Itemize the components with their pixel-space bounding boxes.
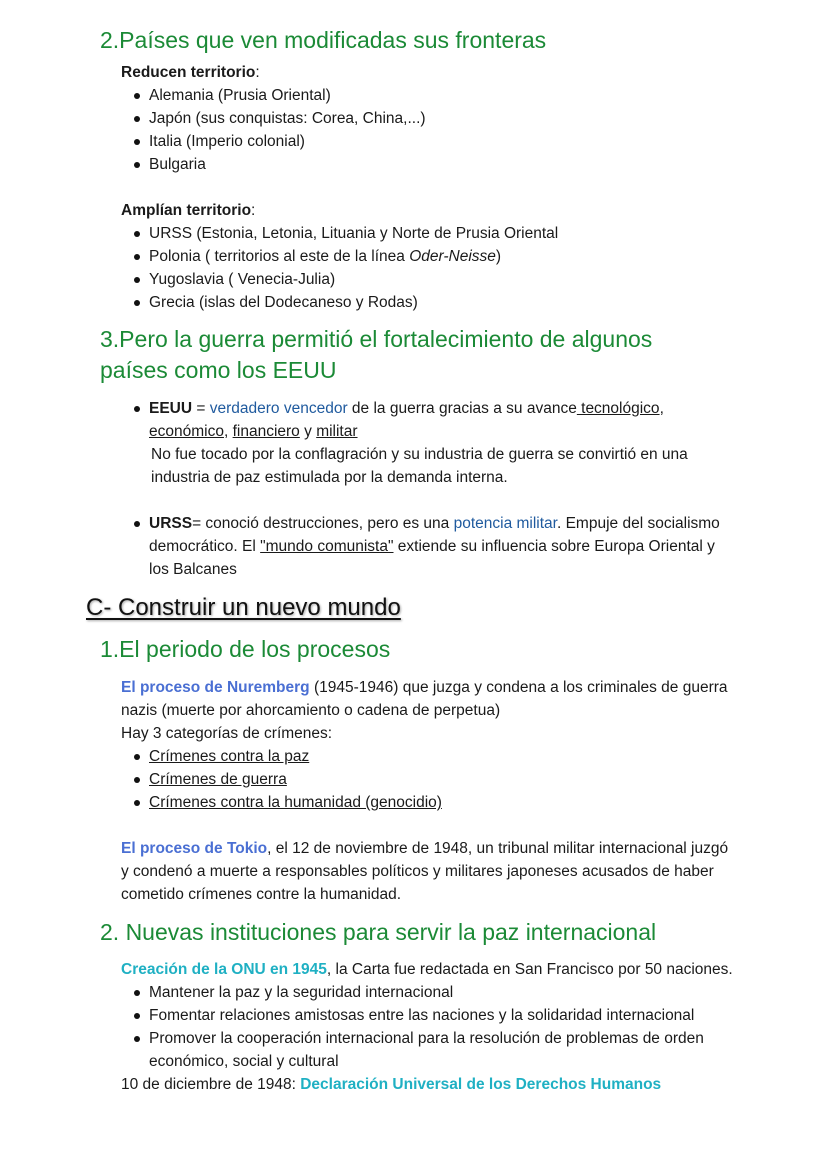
onu-goals-list <box>121 981 736 1073</box>
eq-text: = <box>192 400 210 417</box>
list-item <box>121 245 761 268</box>
eeuu-item <box>121 397 731 489</box>
highlight-text: potencia militar <box>453 515 557 532</box>
list-item <box>121 791 736 814</box>
body-text: , el 12 de noviembre de 1948, un tribunal militar internacional juzgó y condenó a muerte a responsables políticos y militares japoneses acusados de haber cometido crímenes contre la humanidad. <box>121 840 729 903</box>
item-text: ) <box>495 248 502 265</box>
reducen-list <box>121 84 761 176</box>
c2-title: 2. Nuevas instituciones para servir la paz internacional <box>100 919 657 945</box>
underlined-text: tecnológico <box>576 400 660 417</box>
urss-label: URSS <box>149 515 193 532</box>
highlight-text: verdadero vencedor <box>209 400 348 417</box>
body-text: de la guerra gracias a su avance <box>347 400 577 417</box>
list-item: Yugoslavia ( Venecia-Julia) <box>121 268 761 291</box>
list-item <box>121 745 736 768</box>
list-item: Promover la cooperación internacional para la resolución de problemas de orden económico, social y cultural <box>121 1027 736 1073</box>
categories-list <box>121 745 736 814</box>
list-item: Japón (sus conquistas: Corea, China,...) <box>121 107 761 130</box>
underlined-text: militar <box>316 423 358 440</box>
body-text: (1945-1946) que juzga y condena a los criminales de guerra nazis (muerte por ahorcamiento o cadena de perpetua) <box>121 679 728 719</box>
categories-intro: Hay 3 categorías de crímenes: <box>121 725 333 742</box>
c1-body <box>121 676 736 906</box>
list-item: Mantener la paz y la seguridad internacional <box>121 981 736 1004</box>
nuremberg-label: El proceso de Nuremberg <box>121 679 310 696</box>
body-text: = conoció destrucciones, pero es una <box>192 515 454 532</box>
list-item <box>121 768 736 791</box>
list-item: Bulgaria <box>121 153 761 176</box>
body-text: , la Carta fue redactada en San Francisco por 50 naciones. <box>326 961 733 978</box>
underlined-text: económico <box>149 423 224 440</box>
comma: , <box>223 423 233 440</box>
item-text: Crímenes de guerra <box>149 771 287 788</box>
c1-title: 1.El periodo de los procesos <box>100 636 391 662</box>
section-2-body: Reducen territorio: Alemania (Prusia Oriental) Japón (sus conquistas: Corea, China,...) Italia (Imperio colonial) Bulgaria Amplían territorio: URSS (Estonia, Letonia, Lituania y Norte de Prusia Oriental Polonia ( territorios al este de la línea Oder-Neisse) Yugoslavia ( Venecia-Julia) Grecia (islas del Dodecaneso y Rodas) <box>121 61 761 314</box>
section-3-body <box>121 397 731 581</box>
tokio-label: El proceso de Tokio <box>121 840 268 857</box>
dudh-date: 10 de diciembre de 1948: <box>121 1076 301 1093</box>
list-item: URSS (Estonia, Letonia, Lituania y Norte de Prusia Oriental <box>121 222 761 245</box>
list-item: Alemania (Prusia Oriental) <box>121 84 761 107</box>
urss-item <box>121 512 731 581</box>
c2-body <box>121 958 736 1096</box>
comma: , <box>659 400 664 417</box>
eeuu-label: EEUU <box>149 400 193 417</box>
reducen-label: Reducen territorio <box>121 64 256 81</box>
part-c-title: C- Construir un nuevo mundo <box>86 594 401 621</box>
amplian-label: Amplían territorio <box>121 202 252 219</box>
conjunction: y <box>299 423 317 440</box>
section-2-title: 2.Países que ven modificadas sus fronteras <box>100 27 547 53</box>
item-text: Crímenes contra la humanidad (genocidio) <box>149 794 442 811</box>
underlined-text: financiero <box>232 423 300 440</box>
onu-label: Creación de la ONU en 1945 <box>121 961 327 978</box>
list-item: Fomentar relaciones amistosas entre las naciones y la solidaridad internacional <box>121 1004 736 1027</box>
item-text: Crímenes contra la paz <box>149 748 310 765</box>
amplian-list <box>121 222 761 314</box>
list-item: Grecia (islas del Dodecaneso y Rodas) <box>121 291 761 314</box>
section-3-title: 3.Pero la guerra permitió el fortalecimiento de algunos países como los EEUU <box>100 326 653 383</box>
item-emphasis: Oder-Neisse <box>409 248 496 265</box>
underlined-text: "mundo comunista" <box>260 538 394 555</box>
body-text: extiende su influencia sobre Europa Oriental y los Balcanes <box>149 538 715 578</box>
dudh-label: Declaración Universal de los Derechos Humanos <box>300 1076 662 1093</box>
eeuu-paragraph: No fue tocado por la conflagración y su industria de guerra se convirtió en una industria de paz estimulada por la demanda interna. <box>151 446 688 486</box>
body-text: . Empuje del socialismo democrático. El <box>149 515 720 555</box>
list-item: Italia (Imperio colonial) <box>121 130 761 153</box>
item-text: Polonia ( territorios al este de la línea <box>149 248 410 265</box>
